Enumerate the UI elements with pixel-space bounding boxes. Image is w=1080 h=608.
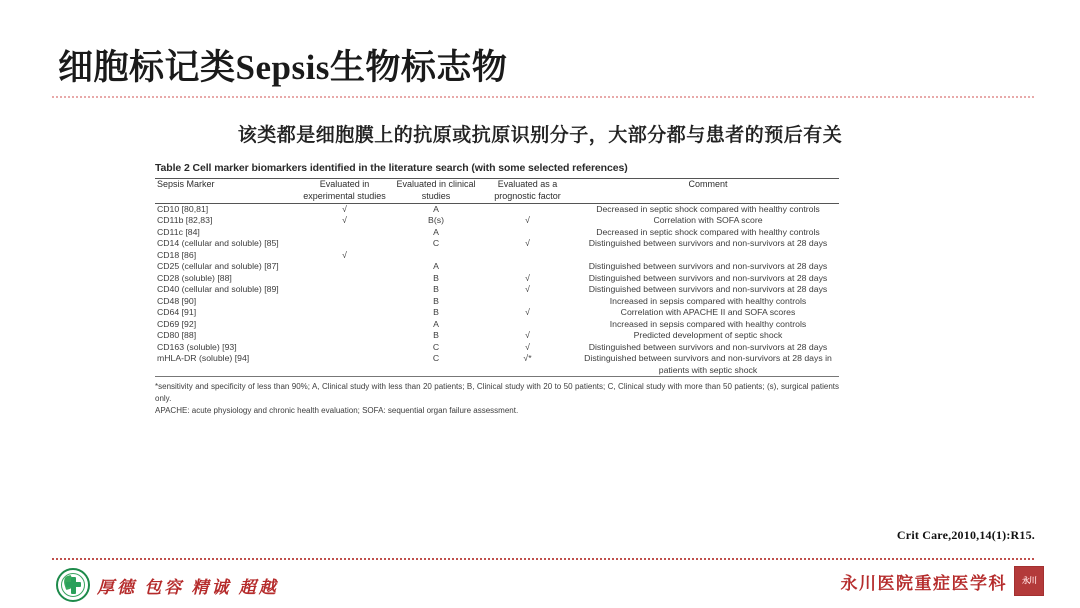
cell-experimental: √ — [342, 203, 347, 214]
page-title: 细胞标记类Sepsis生物标志物 — [58, 48, 508, 87]
cell-marker: CD69 [92] — [157, 318, 197, 329]
cell-experimental — [297, 227, 392, 238]
cell-clinical: C — [432, 353, 440, 364]
table-caption: Table 2 Cell marker biomarkers identified in the literature search (with some selected references) — [155, 162, 628, 174]
table-row — [155, 273, 841, 284]
cell-prognostic: √ — [525, 284, 530, 295]
cell-experimental — [297, 319, 392, 330]
table-row — [155, 250, 841, 261]
table-row — [155, 284, 841, 295]
cell-prognostic — [480, 319, 575, 330]
cell-prognostic: √ — [525, 272, 530, 283]
cell-comment: Distinguished between survivors and non-survivors at 28 days — [588, 238, 828, 249]
cell-marker: CD10 [80,81] — [157, 203, 209, 214]
title-divider — [52, 96, 1034, 98]
cell-comment — [575, 250, 841, 261]
logo-cross-horizontal — [66, 582, 81, 587]
column-header-prognostic-factor: Evaluated as a prognostic factor — [494, 179, 561, 202]
cell-experimental — [297, 284, 392, 295]
cell-clinical: A — [433, 203, 439, 214]
cell-marker: CD14 (cellular and soluble) [85] — [157, 238, 279, 249]
cell-experimental — [297, 330, 392, 341]
cell-clinical: C — [432, 341, 440, 352]
cell-clinical: B — [433, 330, 439, 341]
table-row — [155, 215, 841, 226]
table-footnotes — [155, 377, 839, 417]
footer-branding-right — [841, 566, 1045, 596]
table-row — [155, 353, 841, 376]
cell-prognostic — [480, 227, 575, 238]
table-row — [155, 204, 841, 215]
biomarker-table-figure — [155, 162, 839, 418]
cell-experimental: √ — [342, 215, 347, 226]
cell-experimental — [297, 307, 392, 318]
footer-divider — [52, 558, 1034, 560]
cell-experimental — [297, 238, 392, 249]
table-row — [155, 342, 841, 353]
footnote-definitions: APACHE: acute physiology and chronic health evaluation; SOFA: sequential organ failure assessment. — [155, 406, 519, 416]
cell-comment: Correlation with SOFA score — [653, 215, 763, 226]
table-row — [155, 261, 841, 272]
cell-marker: CD163 (soluble) [93] — [157, 341, 237, 352]
table-row — [155, 238, 841, 249]
cell-comment: Distinguished between survivors and non-survivors at 28 days — [588, 284, 828, 295]
footer-motto: 厚德 包容 精诚 超越 — [97, 577, 279, 597]
cell-clinical: B — [433, 284, 439, 295]
red-seal-stamp-icon: 永川 — [1014, 566, 1044, 596]
cell-comment: Distinguished between survivors and non-survivors at 28 days — [588, 261, 828, 272]
cell-marker: CD25 (cellular and soluble) [87] — [157, 261, 279, 272]
table-row — [155, 227, 841, 238]
column-header-sepsis-marker: Sepsis Marker — [157, 179, 215, 190]
cell-clinical: B(s) — [428, 215, 444, 226]
cell-marker: CD40 (cellular and soluble) [89] — [157, 284, 279, 295]
cell-comment: Distinguished between survivors and non-survivors at 28 days — [588, 272, 828, 283]
cell-prognostic — [480, 296, 575, 307]
cell-comment: Decreased in septic shock compared with healthy controls — [596, 203, 820, 214]
table-header — [155, 179, 841, 202]
cell-experimental: √ — [342, 249, 347, 260]
cell-prognostic — [480, 250, 575, 261]
cell-marker: CD28 (soluble) [88] — [157, 272, 232, 283]
cell-clinical: A — [433, 261, 439, 272]
cell-marker: CD18 [86] — [157, 249, 197, 260]
cell-experimental — [297, 261, 392, 272]
hospital-logo-icon — [56, 568, 90, 602]
biomarker-table — [155, 179, 841, 202]
column-header-clinical-studies: Evaluated in clinical studies — [396, 179, 476, 202]
cell-comment: Increased in sepsis compared with healthy controls — [609, 295, 807, 306]
cell-marker: CD80 [88] — [157, 330, 197, 341]
slide-subtitle: 该类都是细胞膜上的抗原或抗原识别分子，大部分都与患者的预后有关 — [237, 125, 843, 146]
column-header-experimental-studies: Evaluated in experimental studies — [303, 179, 386, 202]
cell-prognostic: √ — [525, 215, 530, 226]
cell-prognostic: √ — [525, 307, 530, 318]
biomarker-table-body-wrapper — [155, 204, 841, 376]
cell-prognostic — [480, 204, 575, 215]
cell-clinical: B — [433, 295, 439, 306]
cell-comment: Increased in sepsis compared with healthy controls — [609, 318, 807, 329]
cell-marker: CD11c [84] — [157, 226, 200, 237]
cell-comment: Distinguished between survivors and non-survivors at 28 days in patients with septic shock — [584, 353, 832, 375]
cell-prognostic: √ — [525, 341, 530, 352]
footnote-abbrev-key: *sensitivity and specificity of less than 90%; A, Clinical study with less than 20 patients; B, Clinical study with 20 to 50 patients; C, Clinical study with more than 50 patients; (s), surgical patients only. — [155, 382, 839, 403]
cell-prognostic: √ — [525, 238, 530, 249]
cell-comment: Distinguished between survivors and non-survivors at 28 days — [588, 341, 828, 352]
cell-comment: Correlation with APACHE II and SOFA scores — [620, 307, 796, 318]
table-body — [155, 204, 841, 376]
cell-marker: CD11b [82,83] — [157, 215, 213, 226]
cell-prognostic: √* — [523, 353, 532, 364]
footer-branding-left — [56, 568, 279, 602]
cell-comment: Decreased in septic shock compared with healthy controls — [596, 226, 820, 237]
cell-experimental — [297, 353, 392, 376]
cell-experimental — [297, 342, 392, 353]
table-row — [155, 296, 841, 307]
table-row — [155, 330, 841, 341]
source-citation: Crit Care,2010,14(1):R15. — [896, 528, 1035, 542]
table-row — [155, 307, 841, 318]
table-row — [155, 319, 841, 330]
cell-clinical: C — [432, 238, 440, 249]
table-header-row — [155, 179, 841, 202]
column-header-comment: Comment — [688, 179, 728, 190]
cell-prognostic: √ — [525, 330, 530, 341]
cell-clinical: B — [433, 272, 439, 283]
cell-experimental — [297, 273, 392, 284]
cell-clinical: B — [433, 307, 439, 318]
cell-clinical: A — [433, 226, 439, 237]
cell-marker: CD48 [90] — [157, 295, 197, 306]
cell-clinical: A — [433, 318, 439, 329]
cell-clinical — [392, 250, 480, 261]
cell-prognostic — [480, 261, 575, 272]
cell-comment: Predicted development of septic shock — [633, 330, 783, 341]
footer-department: 永川医院重症医学科 — [840, 573, 1007, 593]
cell-experimental — [297, 296, 392, 307]
cell-marker: CD64 [91] — [157, 307, 197, 318]
cell-marker: mHLA-DR (soluble) [94] — [157, 353, 250, 364]
